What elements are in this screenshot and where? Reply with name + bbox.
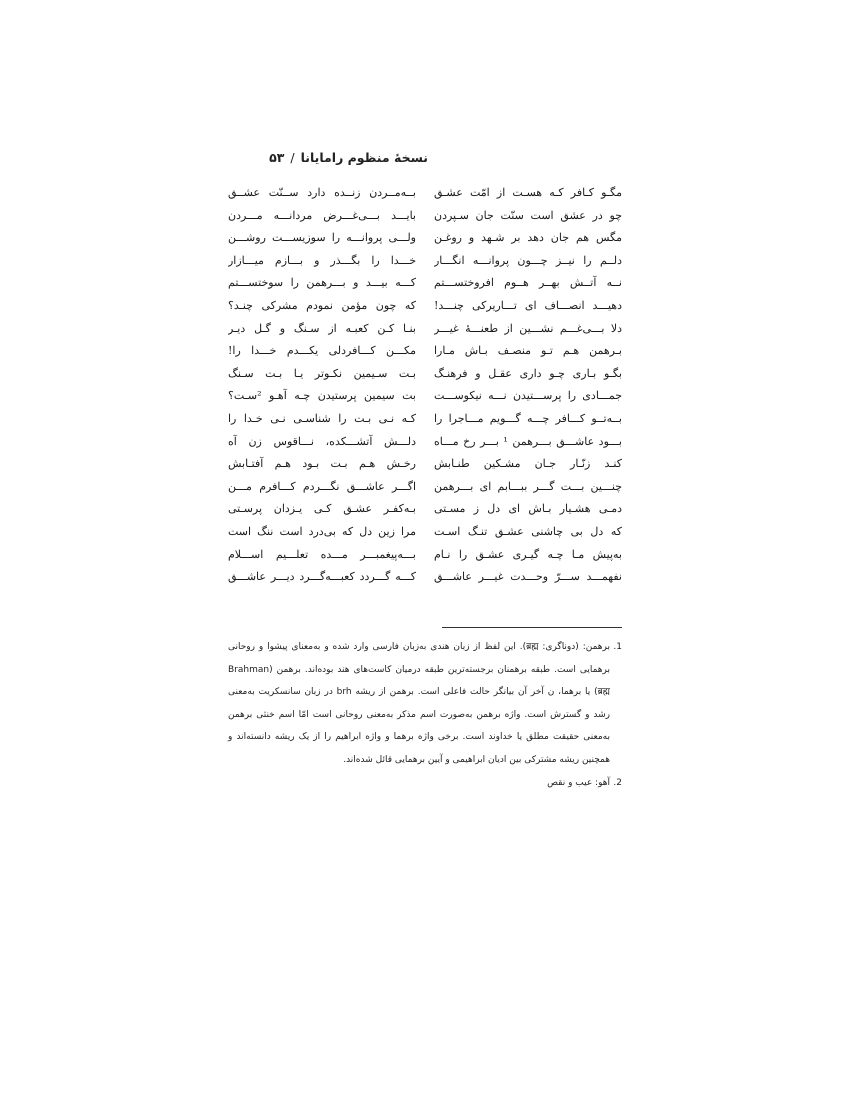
first-hemistich: بــه‌تــو کـــافر چـــه گـــویم مـــاجرا را (434, 412, 622, 425)
first-hemistich: به‌پیش مـا چـه گیـری عشـق را نـام (434, 547, 622, 561)
second-hemistich: کـــه گـــردد کعبـــه‌گـــرد دیـــر عاشـــق (228, 570, 416, 584)
second-hemistich: مرا زین دل که بی‌درد است ننگ است (228, 525, 416, 538)
verse-row (228, 227, 622, 249)
verse-row (228, 318, 622, 340)
poem-body (228, 182, 622, 602)
second-hemistich: ولـــی پروانـــه را سوزیســـت روشـــن (228, 231, 416, 245)
second-hemistich: دلـــش آتشـــکده، نـــاقوس زن آه (228, 434, 416, 448)
second-hemistich: بـــه‌پیغمبـــر مـــده تعلـــیم اســـلام (228, 547, 416, 561)
second-hemistich: رخـش هـم بـت بـود هـم آفتـابش (228, 457, 416, 471)
verse-row (228, 295, 622, 317)
second-hemistich: بایـــد بـــی‌غـــرض مردانـــه مـــردن (228, 208, 416, 222)
verse-row (228, 544, 622, 566)
running-header (228, 150, 428, 170)
second-hemistich: مکـــن کـــافردلی یکـــدم خـــدا را! (228, 344, 416, 358)
first-hemistich: چو در عشق است سنّت جان سـپردن (434, 208, 622, 222)
verse-row (228, 408, 622, 430)
verse-row (228, 205, 622, 227)
second-hemistich: کـــه بیـــد و بـــرهمن را سوختســـتم (228, 276, 416, 290)
footnote-2 (228, 772, 622, 795)
footnote-text: آهو: عیب و نقص (547, 777, 610, 788)
footnote-1 (228, 636, 622, 772)
first-hemistich: کنـد زنّـار جـان مشـکین طنـابش (434, 457, 622, 471)
second-hemistich: بـه‌کفـر عشـق کـی یـزدان پرسـتی (228, 502, 416, 516)
first-hemistich: دلــم را نیــز چـــون پروانـــه انگـــار (434, 253, 622, 267)
first-hemistich: دمـی هشـیار بـاش ای دل ز مسـتی (434, 502, 622, 516)
first-hemistich: بگـو بـاری چـو داری عقـل و فرهنـگ (434, 366, 622, 380)
verse-row (228, 476, 622, 498)
footnote-number: 2. (613, 777, 622, 788)
footnotes (228, 636, 622, 794)
first-hemistich: که دل بی چاشنی عشـق تنـگ اسـت (434, 525, 622, 538)
verse-row (228, 385, 622, 407)
second-hemistich: که چون مؤمن نمودم مشرکی چنـد؟ (228, 299, 416, 312)
second-hemistich: بــه‌مــردن زنــده دارد ســنّت عشــق (228, 186, 416, 199)
footnote-text: برهمن: (دوناگری: ब्रह्म). این لفظ از زبان هندی به‌زبان فارسی وارد شده و به‌معنای پیشوا و روحانی برهمایی است. طبقه برهمنان برجسته‌ترین طبقه درمیان کاست‌های هند بوده‌اند. برهمن (Brahman ब्रह्म) یا برهما، ن آخر آن بیانگر حالت فاعلی است. برهمن از ریشه brh در زبان سانسکریت به‌معنی رشد و گسترش است. واژه برهمن به‌صورت اسم مذکر به‌معنی روحانی است امّا اسم خنثی برهمن به‌معنی حقیقت مطلق یا خداوند است. برخی واژه برهما و واژه ابراهیم را از یک ریشه دانسته‌اند و همچنین ریشه مشترکی بین ادیان ابراهیمی و آیین برهمایی قائل شده‌اند. (228, 642, 610, 765)
second-hemistich: اگـــر عاشـــق نگـــردم کـــافرم مـــن (228, 479, 416, 493)
first-hemistich: نــه آتــش بهــر هــوم افروختســـتم (434, 276, 622, 290)
verse-row (228, 363, 622, 385)
second-hemistich: خـــدا را بگـــذر و بـــازم میـــازار (228, 253, 416, 267)
verse-row (228, 521, 622, 543)
second-hemistich: بـت سـیمین نکـوتر یـا بـت سـنگ (228, 366, 416, 380)
verse-row (228, 272, 622, 294)
first-hemistich: چنـــین بـــت گـــر ببـــابم ای بـــرهمن (434, 479, 622, 493)
second-hemistich: بت سیمین پرستیدن چـه آهـو ²سـت؟ (228, 389, 416, 403)
first-hemistich: بـــود عاشـــق بـــرهمن ¹ بـــر رخ مـــاه (434, 434, 622, 448)
book-title: نسخهٔ منظوم رامایانا (300, 150, 428, 165)
first-hemistich: مگـو کـافر کـه هسـت از امّت عشـق (434, 186, 622, 199)
first-hemistich: نفهمـــد ســـرّ وحـــدت غیـــر عاشـــق (434, 570, 622, 584)
first-hemistich: دهیـــد انصـــاف ای تـــاریرکی چنـــد! (434, 299, 622, 312)
verse-row (228, 250, 622, 272)
verse-row (228, 566, 622, 588)
first-hemistich: مگس هم جان دهد بر شـهد و روغـن (434, 231, 622, 245)
footnote-number: 1. (613, 642, 622, 652)
first-hemistich: جمـــادی را پرســـتیدن نـــه نیکوســـت (434, 389, 622, 403)
first-hemistich: دلا بـــی‌غـــم نشـــین از طعنـــهٔ غیـــر (434, 321, 622, 335)
verse-row (228, 498, 622, 520)
second-hemistich: بنـا کـن کعبـه از سـنگ و گـل دیـر (228, 321, 416, 335)
footnote-divider (442, 627, 622, 628)
page-number: ۵۳ (269, 150, 285, 165)
verse-row (228, 431, 622, 453)
verse-row (228, 453, 622, 475)
verse-row (228, 340, 622, 362)
first-hemistich: بـرهمن هـم تـو منصـف بـاش مـارا (434, 344, 622, 358)
second-hemistich: کـه نـی بـت را شناسـی نـی خـدا را (228, 412, 416, 425)
header-separator: / (290, 150, 295, 165)
verse-row (228, 182, 622, 204)
